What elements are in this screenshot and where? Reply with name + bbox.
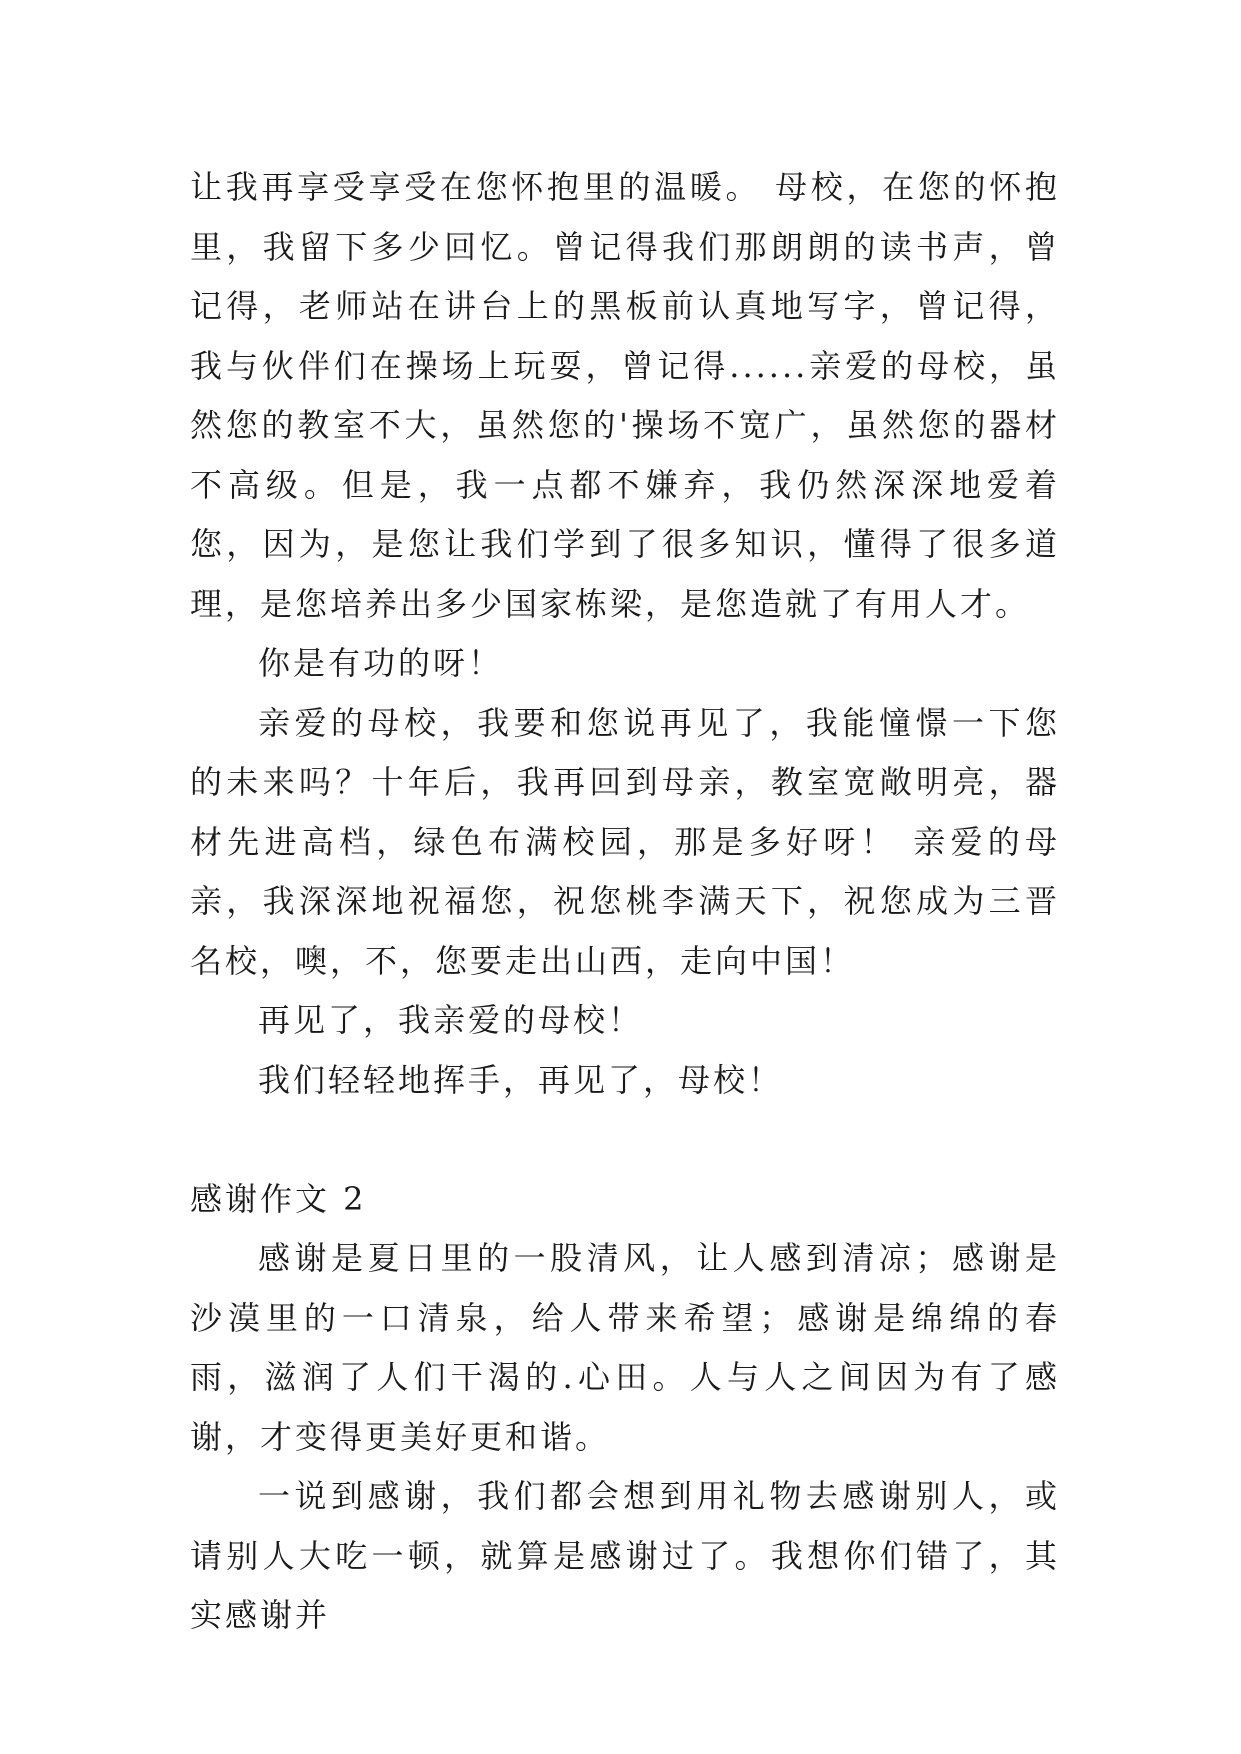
paragraph: 我们轻轻地挥手，再见了，母校！ xyxy=(258,1060,784,1099)
essay-heading: 感谢作文 2 xyxy=(190,1179,367,1218)
paragraph: 再见了，我亲爱的母校！ xyxy=(258,1001,644,1039)
paragraph: 亲爱的母校，我要和您说再见了，我能憧憬一下您的未来吗？十年后，我再回到母亲，教室宽敞明亮，器材先进高档，绿色布满校园，那是多好呀！ 亲爱的母亲，我深深地祝福您，祝您桃李满天下，祝您成为三晋名校，噢，不，您要走出山西，走向中国！ xyxy=(190,703,1060,980)
document-body xyxy=(190,158,1060,1646)
paragraph: 感谢是夏日里的一股清风，让人感到清凉；感谢是沙漠里的一口清泉，给人带来希望；感谢是绵绵的春雨，滋润了人们干渴的.心田。人与人之间因为有了感谢，才变得更美好更和谐。 xyxy=(190,1239,1060,1456)
paragraph: 一说到感谢，我们都会想到用礼物去感谢别人，或请别人大吃一顿，就算是感谢过了。我想你们错了，其实感谢并 xyxy=(190,1477,1060,1634)
paragraph: 你是有功的呀！ xyxy=(258,644,504,682)
paragraph-continued: 让我再享受享受在您怀抱里的温暖。 母校，在您的怀抱里，我留下多少回忆。曾记得我们那朗朗的读书声，曾记得，老师站在讲台上的黑板前认真地写字，曾记得，我与伙伴们在操场上玩耍，曾记得......亲爱的母校，虽然您的教室不大，虽然您的'操场不宽广，虽然您的器材不高级。但是，我一点都不嫌弃，我仍然深深地爱着您，因为，是您让我们学到了很多知识，懂得了很多道理，是您培养出多少国家栋梁，是您造就了有用人才。 xyxy=(190,168,1060,623)
